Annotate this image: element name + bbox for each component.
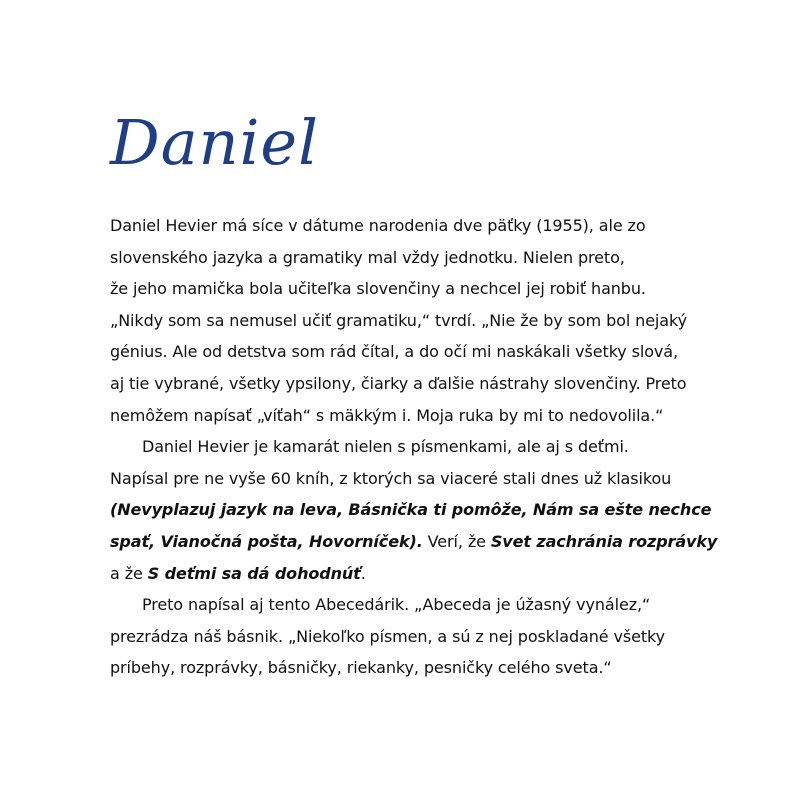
book-title: Svet zachránia rozprávky bbox=[490, 531, 718, 551]
text-line: génius. Ale od detstva som rád čítal, a do očí mi naskákali všetky slová, bbox=[110, 342, 678, 362]
title-text: Daniel bbox=[110, 106, 319, 179]
text-line: aj tie vybrané, všetky ypsilony, čiarky a ďalšie nástrahy slovenčiny. Preto bbox=[110, 373, 687, 393]
text-line-indented: Daniel Hevier je kamarát nielen s písmenkami, ale aj s deťmi. bbox=[142, 437, 629, 457]
text-line bbox=[110, 558, 710, 590]
text-line: príbehy, rozprávky, básničky, riekanky, pesničky celého sveta.“ bbox=[110, 658, 612, 678]
text-line bbox=[110, 494, 710, 526]
book-titles: spať, Vianočná pošta, Hovorníček). bbox=[110, 531, 423, 551]
text-line: prezrádza náš básnik. „Niekoľko písmen, a sú z nej poskladané všetky bbox=[110, 626, 665, 646]
page-title bbox=[108, 98, 328, 188]
text-line: Daniel Hevier má síce v dátume narodenia dve päťky (1955), ale zo bbox=[110, 216, 646, 235]
text-line bbox=[110, 526, 718, 558]
text-line: slovenského jazyka a gramatiky mal vždy jednotku. Nielen preto, bbox=[110, 247, 625, 267]
plain-text: . bbox=[360, 563, 366, 583]
plain-text: Verí, že bbox=[422, 531, 491, 551]
book-titles: (Nevyplazuj jazyk na leva, Básnička ti pomôže, Nám sa ešte nechce bbox=[110, 500, 712, 520]
text-line: „Nikdy som sa nemusel učiť gramatiku,“ tvrdí. „Nie že by som bol nejaký bbox=[110, 310, 687, 330]
daniel-script-title bbox=[108, 98, 328, 188]
body-text bbox=[110, 210, 718, 684]
text-line-indented: Preto napísal aj tento Abecedárik. „Abeceda je úžasný vynález,“ bbox=[142, 595, 651, 615]
text-line: Napísal pre ne vyše 60 kníh, z ktorých sa viaceré stali dnes už klasikou bbox=[110, 468, 672, 488]
plain-text: a že bbox=[110, 563, 148, 583]
book-title: S deťmi sa dá dohodnúť bbox=[147, 563, 361, 583]
text-line: nemôžem napísať „víťah“ s mäkkým i. Moja ruka by mi to nedovolila.“ bbox=[110, 405, 664, 425]
text-line: že jeho mamička bola učiteľka slovenčiny a nechcel jej robiť hanbu. bbox=[110, 279, 646, 299]
